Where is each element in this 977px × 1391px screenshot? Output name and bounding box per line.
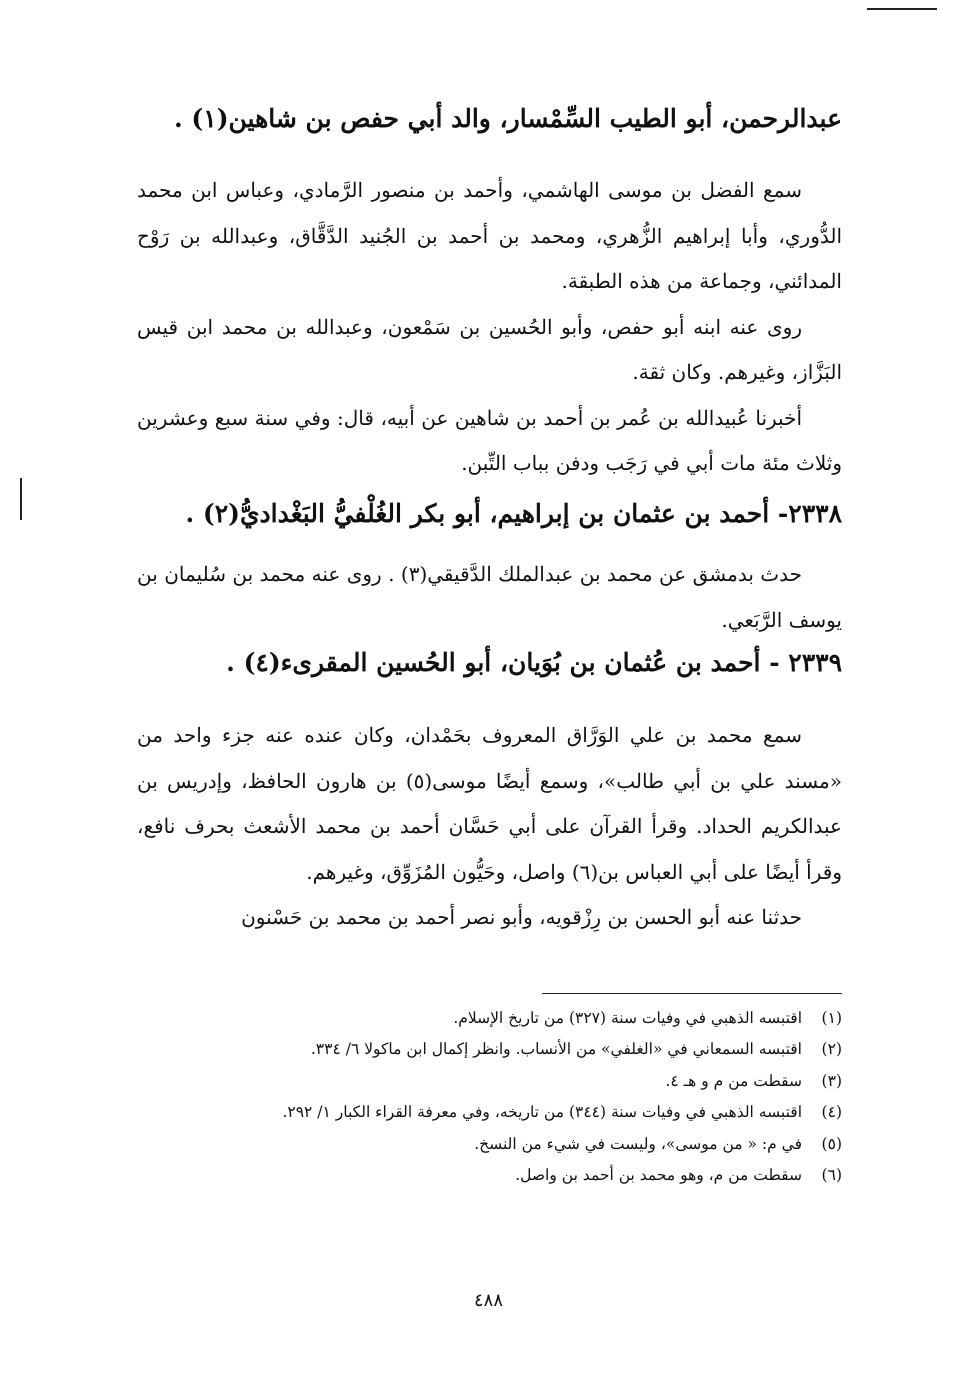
footnote [102,1160,842,1191]
footnote [102,1129,842,1160]
footnote-separator [542,993,842,994]
footnote-text: سقطت من م، وهو محمد بن أحمد بن واصل. [515,1166,802,1185]
footnote-number: (٣) [821,1071,842,1090]
entry-2338-heading: ٢٣٣٨- أحمد بن عثمان بن إبراهيم، أبو بكر الغُلْفيُّ البَغْداديُّ(٢) . [185,499,842,528]
entry-continuation-heading: عبدالرحمن، أبو الطيب السِّمْسار، والد أبي حفص بن شاهين(١) . [174,104,842,133]
paragraph-students: روى عنه ابنه أبو حفص، وأبو الحُسين بن سَمْعون، وعبدالله بن محمد ابن قيس البَزَّاز، وغيرهم. وكان ثقة. [137,314,842,384]
page-number: ٤٨٨ [473,1290,503,1311]
entry-2339-paragraph-2: حدثنا عنه أبو الحسن بن رِزْقويه، وأبو نصر أحمد بن محمد بن حَسْنون [241,905,802,929]
top-rule [867,8,937,10]
entry-2339-paragraph-1: سمع محمد بن علي الوَرَّاق المعروف بحَمْدان، وكان عنده عنه جزء واحد من «مسند علي بن أبي طالب»، وسمع أيضًا موسى(٥) بن هارون الحافظ، وإدريس بن عبدالكريم الحداد. وقرأ القرآن على أبي حَسَّان أحمد بن محمد الأشعث بحرف نافع، وقرأ أيضًا على أبي العباس بن(٦) واصل، وحَيُّون المُزَوِّق، وغيرهم. [137,723,842,884]
footnote [102,1066,842,1097]
entry-2338-paragraph: حدث بدمشق عن محمد بن عبدالملك الدَّقيقي(٣) . روى عنه محمد بن سُليمان بن يوسف الرَّبَعي. [137,562,842,632]
entry-2339-body [137,713,842,941]
entry-continuation-body [137,168,842,487]
entry-2339-heading: ٢٣٣٩ - أحمد بن عُثمان بن بُوَيان، أبو الحُسين المقرىء(٤) . [226,648,842,677]
footnote [102,1097,842,1128]
paragraph-teachers: سمع الفضل بن موسى الهاشمي، وأحمد بن منصور الرَّمادي، وعباس ابن محمد الدُّوري، وأبا إبراهيم الزُّهري، ومحمد بن أحمد بن الجُنيد الدَّقَّاق، وعبدالله بن رَوْح المدائني، وجماعة من هذه الطبقة. [137,178,842,293]
footnote-text: في م: « من موسى»، وليست في شيء من النسخ. [474,1134,802,1153]
footnote [102,1003,842,1034]
footnote-number: (٦) [821,1166,842,1185]
margin-mark [20,478,22,520]
footnote [102,1034,842,1065]
footnote-text: سقطت من م و هـ ٤. [665,1071,802,1090]
footnote-number: (١) [821,1009,842,1027]
footnote-text: اقتبسه السمعاني في «الغلفي» من الأنساب. وانظر إكمال ابن ماكولا ٦/ ٣٣٤. [310,1040,802,1059]
paragraph-death: أخبرنا عُبيدالله بن عُمر بن أحمد بن شاهين عن أبيه، قال: وفي سنة سبع وعشرين وثلاث مئة مات أبي في رَجَب ودفن بباب التِّبن. [137,405,842,475]
footnote-number: (٢) [821,1040,842,1059]
footnote-number: (٥) [821,1134,842,1153]
footnote-text: اقتبسه الذهبي في وفيات سنة (٣٤٤) من تاريخه، وفي معرفة القراء الكبار ١/ ٢٩٢. [282,1103,802,1122]
footnotes [102,1003,842,1191]
entry-2338-body [137,552,842,643]
footnote-number: (٤) [821,1103,842,1122]
footnote-text: اقتبسه الذهبي في وفيات سنة (٣٢٧) من تاريخ الإسلام. [453,1009,802,1027]
